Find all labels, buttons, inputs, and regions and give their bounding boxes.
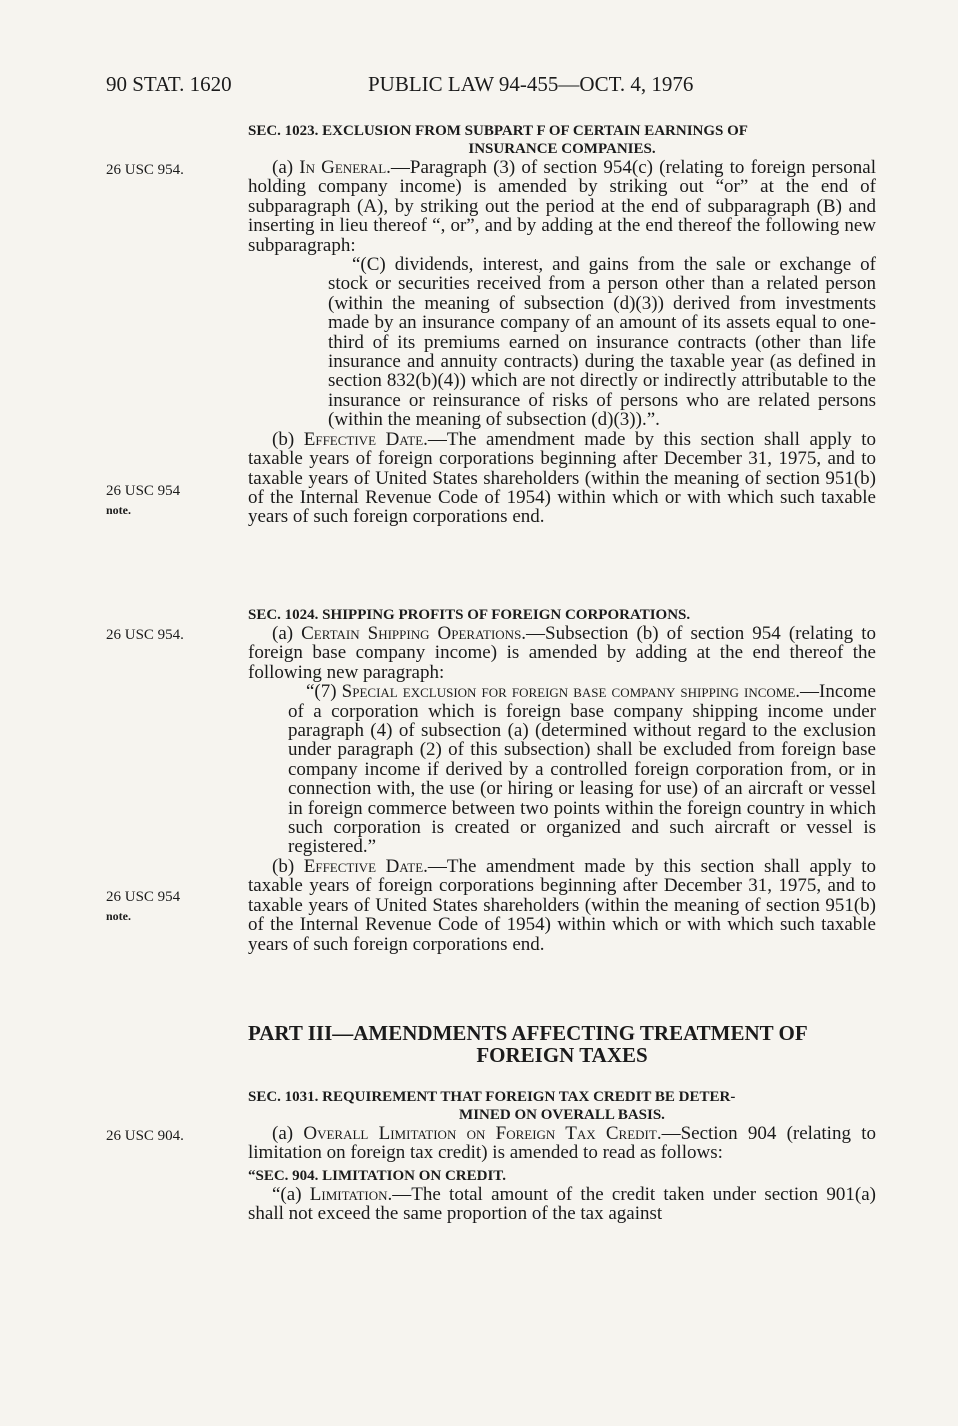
subsection-text: —Section 904 (relating to limitation on foreign tax credit) is amended to read as follows: <box>248 1123 876 1164</box>
margin-note-sub: note. <box>106 503 131 517</box>
paragraph-caption: Special exclusion for foreign base company shipping income. <box>341 681 801 703</box>
margin-note <box>106 626 184 645</box>
section-heading-line: MINED ON OVERALL BASIS. <box>459 1107 665 1123</box>
section-heading: SEC. 1024. SHIPPING PROFITS OF FOREIGN CORPORATIONS. <box>248 607 691 623</box>
part-heading-line: PART III—AMENDMENTS AFFECTING TREATMENT OF <box>248 1021 808 1045</box>
quoted-paragraph <box>248 682 876 857</box>
section-heading <box>248 1088 876 1124</box>
subsection-label: (b) <box>272 855 304 877</box>
section-1031 <box>248 1088 876 1224</box>
section-heading-line: SEC. 1023. EXCLUSION FROM SUBPART F OF CERTAIN EARNINGS OF <box>248 123 748 139</box>
margin-note-main: 26 USC 954. <box>106 627 184 643</box>
quoted-subsection-a <box>248 1185 876 1224</box>
margin-note-main: 26 USC 904. <box>106 1128 184 1144</box>
subsection-caption: Overall Limitation on Foreign Tax Credit. <box>303 1123 662 1144</box>
subsection-text: —Subsection (b) of section 954 (relating to foreign base company income) is amended by adding at the end thereof the following new paragraph: <box>248 623 876 683</box>
margin-note <box>106 161 184 180</box>
quoted-subparagraph: “(C) dividends, interest, and gains from the sale or exchange of stock or securities received from a person other than a related person (within the meaning of subsection (d)(3)) derived from investments made by an insurance company of an amount of its assets equal to one-third of its premiums earned on insurance contracts (other than life insurance and annuity contracts) during the taxable year (as defined in section 832(b)(4)) which are not directly or indirectly attributable to the insurance or reinsurance of risks of persons who are related persons (within the meaning of subsection (d)(3)).”. <box>328 254 876 431</box>
section-1024 <box>248 606 876 954</box>
margin-note <box>106 888 180 926</box>
margin-note <box>106 1127 184 1146</box>
subsection-caption: In General. <box>299 157 391 178</box>
subsection-caption: Certain Shipping Operations. <box>301 623 527 644</box>
part-heading-line: FOREIGN TAXES <box>476 1043 648 1067</box>
margin-note-main: 26 USC 954 <box>106 889 181 905</box>
part-3-heading <box>248 1022 876 1066</box>
quoted-section-heading: “SEC. 904. LIMITATION ON CREDIT. <box>248 1167 506 1184</box>
margin-note-main: 26 USC 954. <box>106 162 184 178</box>
subsection-a <box>248 1124 876 1163</box>
subsection-caption: Effective Date. <box>303 855 428 877</box>
margin-note-main: 26 USC 954 <box>106 483 181 499</box>
section-heading-line: SEC. 1031. REQUIREMENT THAT FOREIGN TAX CREDIT BE DETER- <box>248 1089 736 1105</box>
subsection-label: (b) <box>272 428 304 450</box>
section-heading <box>248 122 876 158</box>
section-heading-line: INSURANCE COMPANIES. <box>468 141 656 157</box>
part-heading <box>248 1022 876 1066</box>
subsection-a <box>248 158 876 255</box>
subsection-label: (a) <box>272 1123 304 1144</box>
subsection-caption: Limitation. <box>309 1183 393 1205</box>
subsection-label: (a) <box>272 623 302 644</box>
paragraph-text: —Income of a corporation which is foreign base company shipping income under paragraph (4) of subsection (a) (determined without regard to the exclusion under paragraph (2) of this subsection) shall be excluded from foreign base company income if derived by a controlled foreign corporation from, or in connection with, the use (or hiring or leasing for use) of an aircraft or vessel in foreign commerce between two points within the foreign country in which such corporation is created or organized and such aircraft or vessel is registered.” <box>288 681 876 858</box>
paragraph-label: “(7) <box>306 681 342 703</box>
subsection-b <box>248 857 876 954</box>
subsection-text: —The amendment made by this section shall apply to taxable years of foreign corporations beginning after December 31, 1975, and to taxable years of United States shareholders (within the meaning of section 951(b) of the Internal Revenue Code of 1954) within which or with which such taxable years of such foreign corporations end. <box>248 855 877 955</box>
subsection-label: “(a) <box>272 1183 310 1205</box>
running-header: PUBLIC LAW 94-455—OCT. 4, 1976 <box>368 72 694 96</box>
margin-note <box>106 482 180 520</box>
subsection-text: —The amendment made by this section shall apply to taxable years of foreign corporations beginning after December 31, 1975, and to taxable years of United States shareholders (within the meaning of section 951(b) of the Internal Revenue Code of 1954) within which or with which such taxable years of such foreign corporations end. <box>248 428 877 528</box>
subsection-text: —The total amount of the credit taken under section 901(a) shall not exceed the same proportion of the tax against <box>248 1183 876 1225</box>
margin-note-sub: note. <box>106 909 131 923</box>
subsection-label: (a) <box>272 157 300 178</box>
subsection-caption: Effective Date. <box>303 428 428 450</box>
subsection-a <box>248 624 876 682</box>
section-1023 <box>248 122 876 527</box>
subsection-text: —Paragraph (3) of section 954(c) (relating to foreign personal holding company income) is amended by striking out “or” at the end of subparagraph (A), by striking out the period at the end of subparagraph (B) and inserting in lieu thereof “, or”, and by adding at the end thereof the following new subparagraph: <box>248 157 876 256</box>
page-citation: 90 STAT. 1620 <box>106 72 232 96</box>
subsection-b <box>248 430 876 527</box>
